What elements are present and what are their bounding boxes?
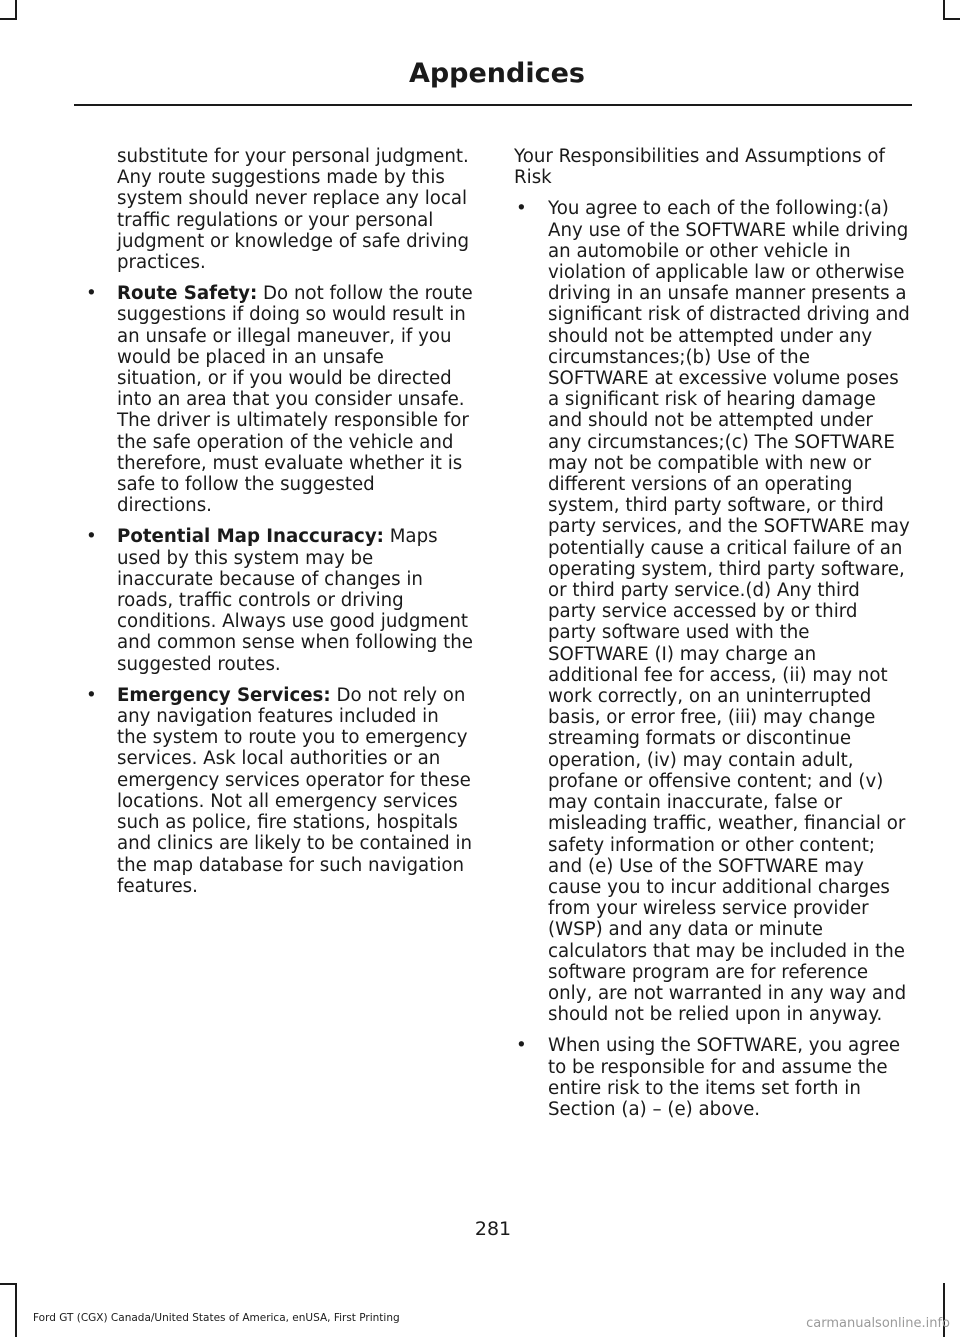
bullet-icon: • — [516, 198, 527, 220]
footer-text: Ford GT (CGX) Canada/United States of America, enUSA, First Printing — [33, 1312, 400, 1324]
bullet-label: Route Safety: — [117, 283, 258, 305]
intro-paragraph: substitute for your personal judgment. Any route suggestions made by this system should never replace any local traffic regulations or your personal judgment or knowledge of safe driving practices. — [117, 146, 470, 274]
list-item — [514, 1035, 910, 1120]
bullet-icon: • — [86, 283, 97, 305]
list-item — [74, 685, 474, 897]
page-title: Appendices — [408, 58, 585, 89]
crop-mark-bottom-left-horizontal — [0, 1283, 17, 1285]
list-item — [74, 526, 474, 674]
page-number: 281 — [474, 1218, 512, 1240]
crop-mark-top-right-horizontal — [943, 18, 960, 20]
bullet-text: Do not follow the route suggestions if doing so would result in an unsafe or illegal maneuver, if you would be placed in an unsafe situation, or if you would be directed into an area that you consider unsafe. The driver is ultimately responsible for the safe operation of the vehicle and therefore, must evaluate whether it is safe to follow the suggested directions. — [117, 283, 473, 517]
bullet-icon: • — [86, 526, 97, 548]
crop-mark-top-right-vertical — [943, 0, 945, 20]
left-column — [74, 146, 474, 907]
crop-mark-bottom-left-vertical — [15, 1283, 17, 1337]
crop-mark-top-left-vertical — [15, 0, 17, 20]
section-heading: Your Responsibilities and Assumptions of Risk — [514, 146, 885, 189]
bullet-text: Do not rely on any navigation features included in the system to route you to emergency services. Ask local authorities or an emergency services operator for these locations. Not all emergency services such as police, fire stations, hospitals and clinics are likely to be contained in the map database for such navigation features. — [117, 684, 473, 897]
bullet-text: You agree to each of the following:(a) Any use of the SOFTWARE while driving an automobile or other vehicle in violation of applicable law or otherwise driving in an unsafe manner presents a significant risk of distracted driving and should not be attempted under any circumstances;(b) Use of the SOFTWARE at excessive volume poses a significant risk of hearing damage and should not be attempted under any circumstances;(c) The SOFTWARE may not be compatible with new or different versions of an operating system, third party software, or third party services, and the SOFTWARE may potentially cause a critical failure of an operating system, third party software, or third party service.(d) Any third party service accessed by or third party software used with the SOFTWARE (I) may charge an additional fee for access, (ii) may not work correctly, on an uninterrupted basis, or error free, (iii) may change streaming formats or discontinue operation, (iv) may contain adult, profane or offensive content; and (v) may contain inaccurate, false or misleading traffic, weather, financial or safety information or other content; and (e) Use of the SOFTWARE may cause you to incur additional charges from your wireless service provider (WSP) and any data or minute calculators that may be included in the software program are for reference only, are not warranted in any way and should not be relied upon in anyway. — [548, 198, 910, 1026]
bullet-label: Emergency Services: — [117, 684, 331, 706]
header-rule — [74, 104, 912, 106]
watermark[interactable]: carmanualsonline.info — [806, 1316, 950, 1331]
bullet-label: Potential Map Inaccuracy: — [117, 526, 384, 548]
right-column — [514, 146, 910, 1130]
bullet-icon: • — [86, 684, 97, 706]
list-item — [514, 198, 910, 1025]
bullet-icon: • — [516, 1035, 527, 1057]
list-item — [74, 283, 474, 516]
crop-mark-top-left-horizontal — [0, 18, 17, 20]
bullet-text: When using the SOFTWARE, you agree to be responsible for and assume the entire risk to the items set forth in Section (a) – (e) above. — [548, 1035, 901, 1120]
bullet-text: Maps used by this system may be inaccurate because of changes in roads, traffic controls or driving conditions. Always use good judgment and common sense when following the suggested routes. — [117, 526, 473, 675]
